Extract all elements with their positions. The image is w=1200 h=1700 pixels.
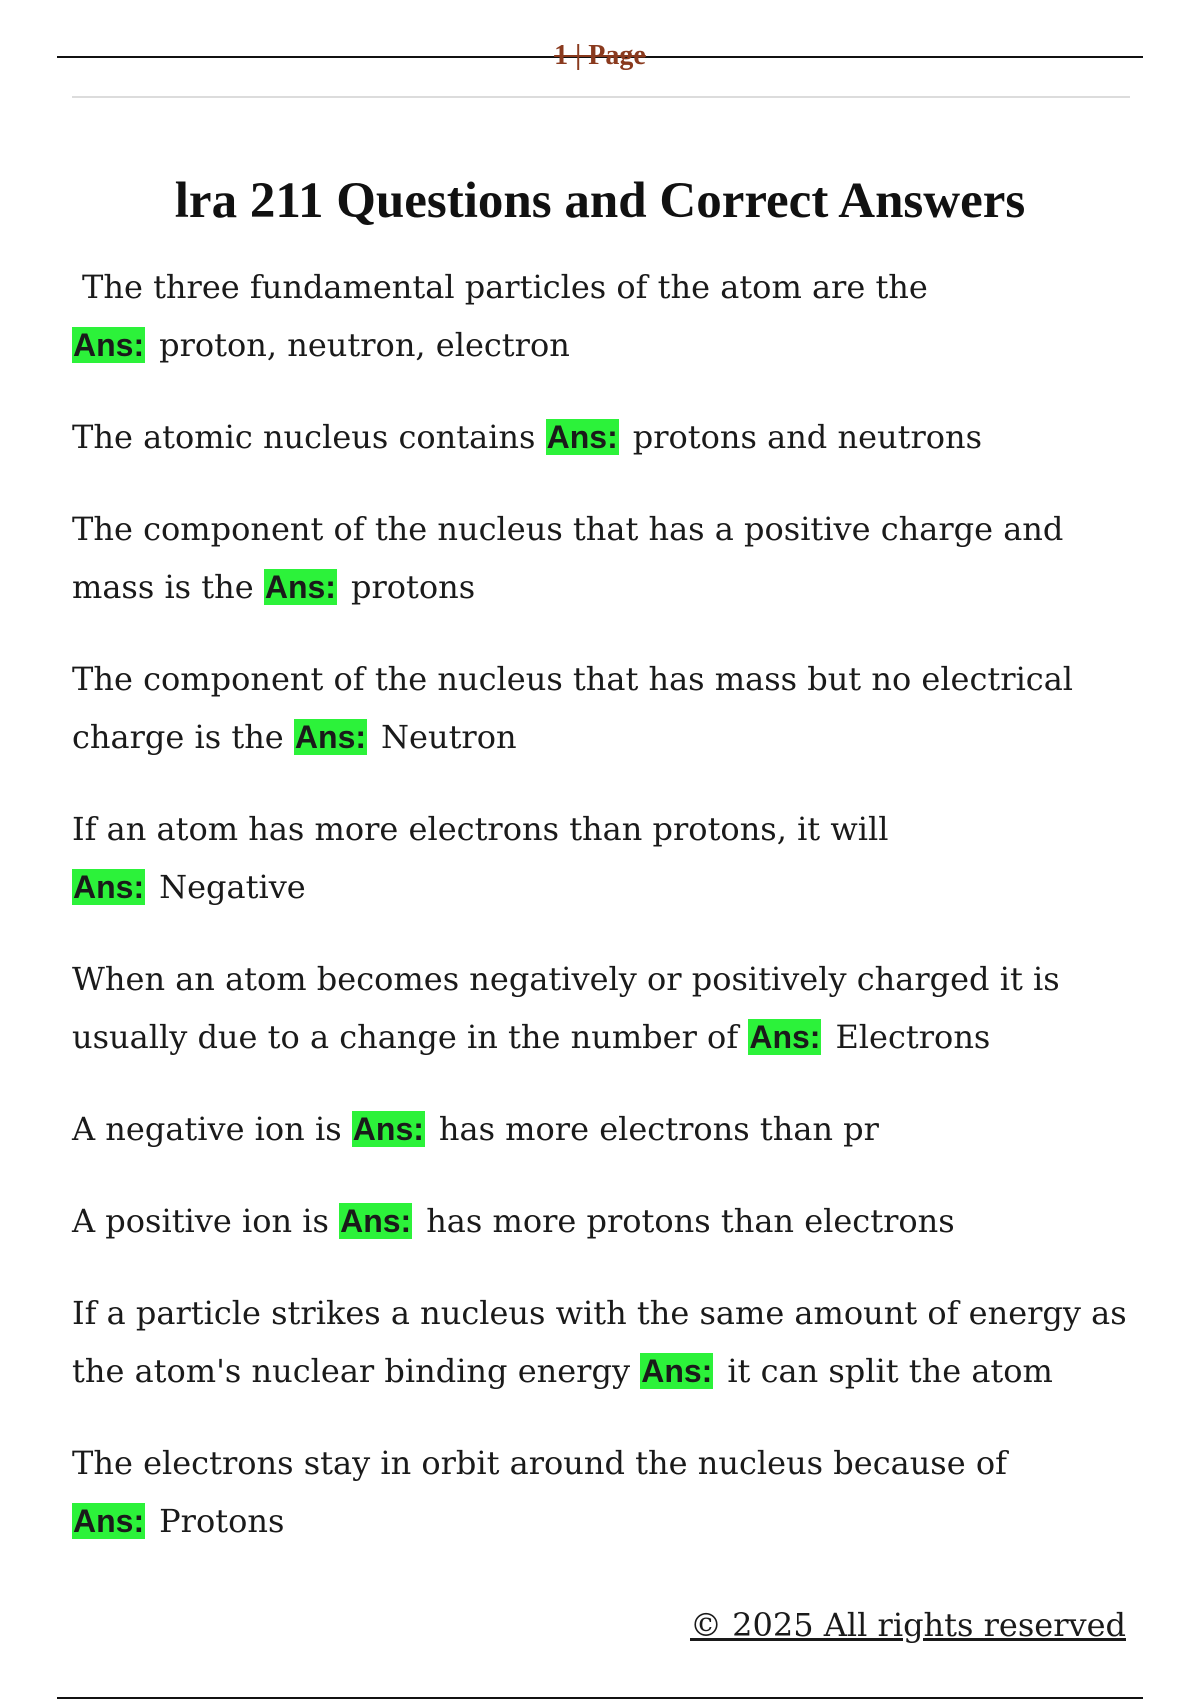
qa-item bbox=[72, 408, 1130, 466]
answer-text: protons and neutrons bbox=[632, 418, 983, 456]
ans-label: Ans: bbox=[641, 1353, 713, 1389]
qa-item bbox=[72, 800, 1130, 916]
qa-item bbox=[72, 1434, 1130, 1550]
ans-label: Ans: bbox=[340, 1203, 412, 1239]
question-text: The atomic nucleus contains bbox=[72, 418, 536, 456]
answer-text: Electrons bbox=[835, 1018, 991, 1056]
qa-item bbox=[72, 950, 1130, 1066]
answer-text: proton, neutron, electron bbox=[159, 326, 570, 364]
question-text: The electrons stay in orbit around the nucleus because of bbox=[72, 1444, 1007, 1482]
answer-text: Protons bbox=[159, 1502, 285, 1540]
question-text: The three fundamental particles of the atom are the bbox=[82, 268, 928, 306]
question-text: If a particle strikes a nucleus with the same amount of energy as the atom's nuclear binding energy bbox=[72, 1294, 1127, 1390]
qa-item bbox=[72, 1284, 1130, 1400]
ans-label: Ans: bbox=[749, 1019, 821, 1055]
ans-label: Ans: bbox=[73, 869, 145, 905]
question-text: The component of the nucleus that has a positive charge and mass is the bbox=[72, 510, 1064, 606]
question-text: When an atom becomes negatively or positively charged it is usually due to a change in the number of bbox=[72, 960, 1060, 1056]
answer-text: has more protons than electrons bbox=[426, 1202, 955, 1240]
ans-label: Ans: bbox=[352, 1111, 424, 1147]
question-text: The component of the nucleus that has mass but no electrical charge is the bbox=[72, 660, 1074, 756]
qa-item bbox=[72, 1192, 1130, 1250]
footer-rule bbox=[57, 1697, 1143, 1699]
qa-item bbox=[72, 258, 1130, 374]
answer-text: Negative bbox=[159, 868, 306, 906]
ans-label: Ans: bbox=[264, 569, 336, 605]
ans-label: Ans: bbox=[73, 1503, 145, 1539]
header-divider bbox=[72, 96, 1130, 98]
page-number-text: 1 | Page bbox=[554, 40, 646, 71]
qa-list bbox=[72, 258, 1130, 1584]
document-title: lra 211 Questions and Correct Answers bbox=[174, 173, 1026, 229]
question-text: If an atom has more electrons than protons, it will bbox=[72, 810, 889, 848]
answer-text: has more electrons than pr bbox=[438, 1110, 879, 1148]
qa-item bbox=[72, 500, 1130, 616]
answer-text: protons bbox=[350, 568, 476, 606]
page-number bbox=[0, 38, 1200, 74]
ans-label: Ans: bbox=[294, 719, 367, 755]
ans-label: Ans: bbox=[73, 327, 145, 363]
ans-label: Ans: bbox=[546, 419, 618, 455]
answer-text: Neutron bbox=[381, 718, 517, 756]
question-text: A negative ion is bbox=[72, 1110, 342, 1148]
copyright-notice: © 2025 All rights reserved bbox=[690, 1606, 1126, 1644]
answer-text: it can split the atom bbox=[727, 1352, 1053, 1390]
question-text: A positive ion is bbox=[72, 1202, 329, 1240]
qa-item bbox=[72, 650, 1130, 766]
qa-item bbox=[72, 1100, 1130, 1158]
